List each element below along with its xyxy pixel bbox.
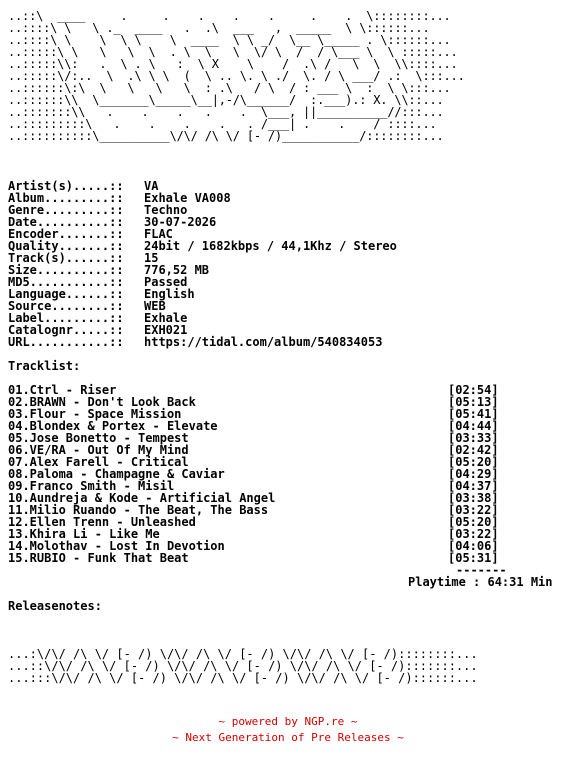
info-row (8, 336, 397, 348)
logo-line: ..::::\ \ \ \ \ \ ____ \ \ _/ \__ \_____ . \::::::... (8, 33, 451, 47)
track-title: 13.Khira Li - Like Me (8, 527, 160, 541)
track-row (8, 552, 508, 564)
track-title: 04.Blondex & Portex - Elevate (8, 419, 218, 433)
logo-line: ..:::::::::\ . . . . . /___| . . / ::::... (8, 117, 437, 131)
info-value: 30-07-2026 (144, 215, 217, 229)
info-key: Genre.........:: (8, 203, 131, 217)
track-duration: [04:29] (448, 467, 499, 481)
credit-powered-by: ~ powered by NGP.re ~ (218, 715, 358, 728)
info-value: FLAC (144, 227, 173, 241)
playtime: Playtime : 64:31 Min (408, 575, 553, 589)
footer-art-line: ...::\/\/ /\ \/ [- /) \/\/ /\ \/ [- /) \/\/ /\ \/ [- /):::::::... (8, 659, 478, 673)
info-key: Encoder.......:: (8, 227, 131, 241)
info-key: Catalognr.....:: (8, 323, 131, 337)
track-duration: [05:13] (448, 395, 499, 409)
info-key: Source........:: (8, 299, 131, 313)
track-title: 02.BRAWN - Don't Look Back (8, 395, 196, 409)
track-title: 03.Flour - Space Mission (8, 407, 182, 421)
info-key: Label.........:: (8, 311, 131, 325)
logo-line: ..::::\ \ \ ._ ____ . .\ ___ , _____ \ \::::::... (8, 21, 430, 35)
info-key: MD5...........:: (8, 275, 131, 289)
track-duration: [02:54] (448, 383, 499, 397)
info-value: VA (144, 179, 159, 193)
logo-line: ..::\ ____ . . . . . . . \::::::::... (8, 9, 451, 23)
logo-line: ..::::::\:\ \ \ \ \ : .\ / \ / : ___ \ : \ \:::... (8, 81, 451, 95)
info-key: Date..........:: (8, 215, 131, 229)
info-key: Quality.......:: (8, 239, 131, 253)
logo-line: ..:::::\\: . \ . \ : \ X \ / .\ / \ \ \\::::... (8, 57, 458, 71)
track-title: 09.Franco Smith - Misil (8, 479, 175, 493)
ascii-footer-art (8, 648, 478, 684)
track-duration: [04:06] (448, 539, 499, 553)
logo-line: ..:::::::\\ . . . . . \___, ||__________//:::... (8, 105, 444, 119)
track-duration: [05:20] (448, 515, 499, 529)
track-title: 15.RUBIO - Funk That Beat (8, 551, 189, 565)
footer-art-line: ...:\/\/ /\ \/ [- /) \/\/ /\ \/ [- /) \/\/ /\ \/ [- /)::::::::... (8, 647, 478, 661)
tracklist (8, 384, 508, 564)
track-duration: [03:22] (448, 503, 499, 517)
info-key: Track(s)......:: (8, 251, 131, 265)
info-value: Exhale (144, 311, 188, 325)
track-duration: [03:22] (448, 527, 499, 541)
info-value[interactable]: https://tidal.com/album/540834053 (144, 335, 383, 349)
track-title: 10.Aundreja & Kode - Artificial Angel (8, 491, 276, 505)
logo-line: ..:::::\/:.. \ .\ \ \ ( \ .. \. \ ./ \. / \ ___/ .: \:::... (8, 69, 465, 83)
info-value: English (144, 287, 195, 301)
info-value: 15 (144, 251, 159, 265)
track-duration: [03:33] (448, 431, 499, 445)
info-value: 776,52 MB (144, 263, 210, 277)
track-duration: [04:44] (448, 419, 499, 433)
tracklist-title: Tracklist: (8, 359, 81, 373)
info-value: WEB (144, 299, 166, 313)
info-value: Techno (144, 203, 188, 217)
track-title: 12.Ellen Trenn - Unleashed (8, 515, 196, 529)
track-title: 08.Paloma - Champagne & Caviar (8, 467, 225, 481)
track-title: 01.Ctrl - Riser (8, 383, 117, 397)
track-title: 05.Jose Bonetto - Tempest (8, 431, 189, 445)
info-value: EXH021 (144, 323, 188, 337)
track-duration: [05:31] (448, 551, 499, 565)
footer-art-line: ...:::\/\/ /\ \/ [- /) \/\/ /\ \/ [- /) \/\/ /\ \/ [- /)::::::... (8, 671, 478, 685)
info-value: Passed (144, 275, 188, 289)
info-key: URL...........:: (8, 335, 131, 349)
info-key: Language......:: (8, 287, 131, 301)
track-duration: [04:37] (448, 479, 499, 493)
track-duration: [02:42] (448, 443, 499, 457)
tracklist-total-rule: ------- (456, 563, 507, 577)
logo-line: ..::::::\\ \_______\_____\__|,-/\______/ :.___).: X. \\::... (8, 93, 444, 107)
track-duration: [05:41] (448, 407, 499, 421)
info-key: Size..........:: (8, 263, 131, 277)
releasenotes-title: Releasenotes: (8, 599, 102, 613)
release-info (8, 180, 397, 348)
ascii-logo (8, 10, 465, 142)
track-title: 11.Milio Ruando - The Beat, The Bass (8, 503, 269, 517)
track-duration: [05:20] (448, 455, 499, 469)
credit-tagline: ~ Next Generation of Pre Releases ~ (172, 731, 404, 744)
track-title: 07.Alex Farell - Critical (8, 455, 189, 469)
info-value: 24bit / 1682kbps / 44,1Khz / Stereo (144, 239, 397, 253)
track-title: 14.Molothav - Lost In Devotion (8, 539, 225, 553)
info-key: Artist(s).....:: (8, 179, 131, 193)
info-key: Album.........:: (8, 191, 131, 205)
info-value: Exhale VA008 (144, 191, 231, 205)
track-title: 06.VE/RA - Out Of My Mind (8, 443, 189, 457)
logo-line: ..:::::\ \ \ \ \ . \ \ \ \/ \ / / \___ \ \ :::::... (8, 45, 458, 59)
track-duration: [03:38] (448, 491, 499, 505)
logo-line: ..::::::::::\__________\/\/ /\ \/ [- /)___________/::::::::... (8, 129, 444, 143)
